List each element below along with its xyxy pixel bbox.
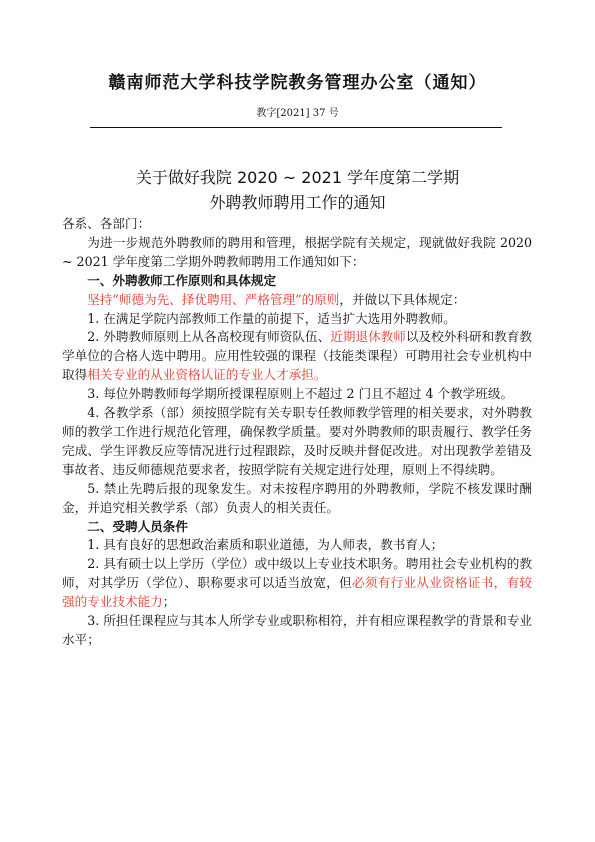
- s2-item-2-text-a: 2. 具有硕士以上学历（学位）或中级以上专业技术职务。聘用社会专业机构的教师，对其学历（学位）、职称要求可以适当放宽，但: [62, 556, 532, 591]
- s2-item-2-highlight: 必须有行业从业资格证书，有较强的专业技术能力: [62, 575, 533, 610]
- item-2-highlight-2: 相关专业的从业资格认证的专业人才承担。: [87, 367, 327, 383]
- item-2-text-a: 2. 外聘教师原则上从各高校现有师资队伍、: [87, 329, 331, 345]
- section-2-heading: 二、受聘人员条件: [87, 518, 188, 534]
- salutation: 各系、各部门：: [62, 216, 151, 231]
- notice-title-line-2: 外聘教师聘用工作的通知: [209, 193, 386, 212]
- s2-item-2-text-b: ；: [162, 594, 176, 610]
- office-header-title: 赣南师范大学科技学院教务管理办公室（通知）: [108, 73, 487, 93]
- section-2-item-2: [62, 555, 532, 612]
- item-2-highlight-1: 近期退休教师: [330, 329, 406, 345]
- section-2-item-1: 1. 具有良好的思想政治素质和职业道德，为人师表，教书育人；: [87, 537, 444, 553]
- header-divider: [90, 127, 502, 128]
- section-1-item-1: 1. 在满足学院内部教师工作量的前提下，适当扩大选用外聘教师。: [87, 310, 456, 326]
- section-1-item-3: 3. 每位外聘教师每学期所授课程原则上不超过 2 门且不超过 4 个教学班级。: [87, 386, 514, 402]
- section-1-item-4: 4. 各教学系（部）须按照学院有关专职专任教师教学管理的相关要求，对外聘教师的教学工作进行规范化管理，确保教学质量。要对外聘教师的职责履行、教学任务完成、学生评教反应等情况进行过程跟踪，及时反映并督促改进。对出现教学差错及事故者、违反师德规范要求者，按照学院有关规定进行处理，原则上不得续聘。: [62, 405, 532, 477]
- section-1-item-5: 5. 禁止先聘后报的现象发生。对未按程序聘用的外聘教师，学院不核发课时酬金，并追究相关教学系（部）负责人的相关责任。: [62, 480, 532, 515]
- section-1-principle: [62, 291, 532, 310]
- item-2-text-b: 以及校外科研和教育教学单位的合格人选中聘用。应用性较强的课程（技能类课程）可聘用社会专业机构中取得: [62, 329, 533, 383]
- section-1-item-2: [62, 328, 532, 385]
- principle-highlight: 坚持“师德为先、择优聘用、严格管理”的原则: [87, 291, 340, 307]
- notice-body: [62, 215, 532, 650]
- principle-rest: ，并做以下具体规定：: [339, 291, 466, 307]
- intro-paragraph: 为进一步规范外聘教师的聘用和管理，根据学院有关规定，现就做好我院 2020 ~ 2021 学年度第二学期外聘教师聘用工作通知如下：: [62, 234, 532, 269]
- section-2-item-3: 3. 所担任课程应与其本人所学专业或职称相符，并有相应课程教学的背景和专业水平；: [62, 613, 532, 647]
- notice-title-line-1: 关于做好我院 2020 ~ 2021 学年度第二学期: [135, 168, 460, 187]
- section-1-heading: 一、外聘教师工作原则和具体规定: [87, 272, 277, 288]
- document-number: 教字[2021] 37 号: [256, 108, 339, 119]
